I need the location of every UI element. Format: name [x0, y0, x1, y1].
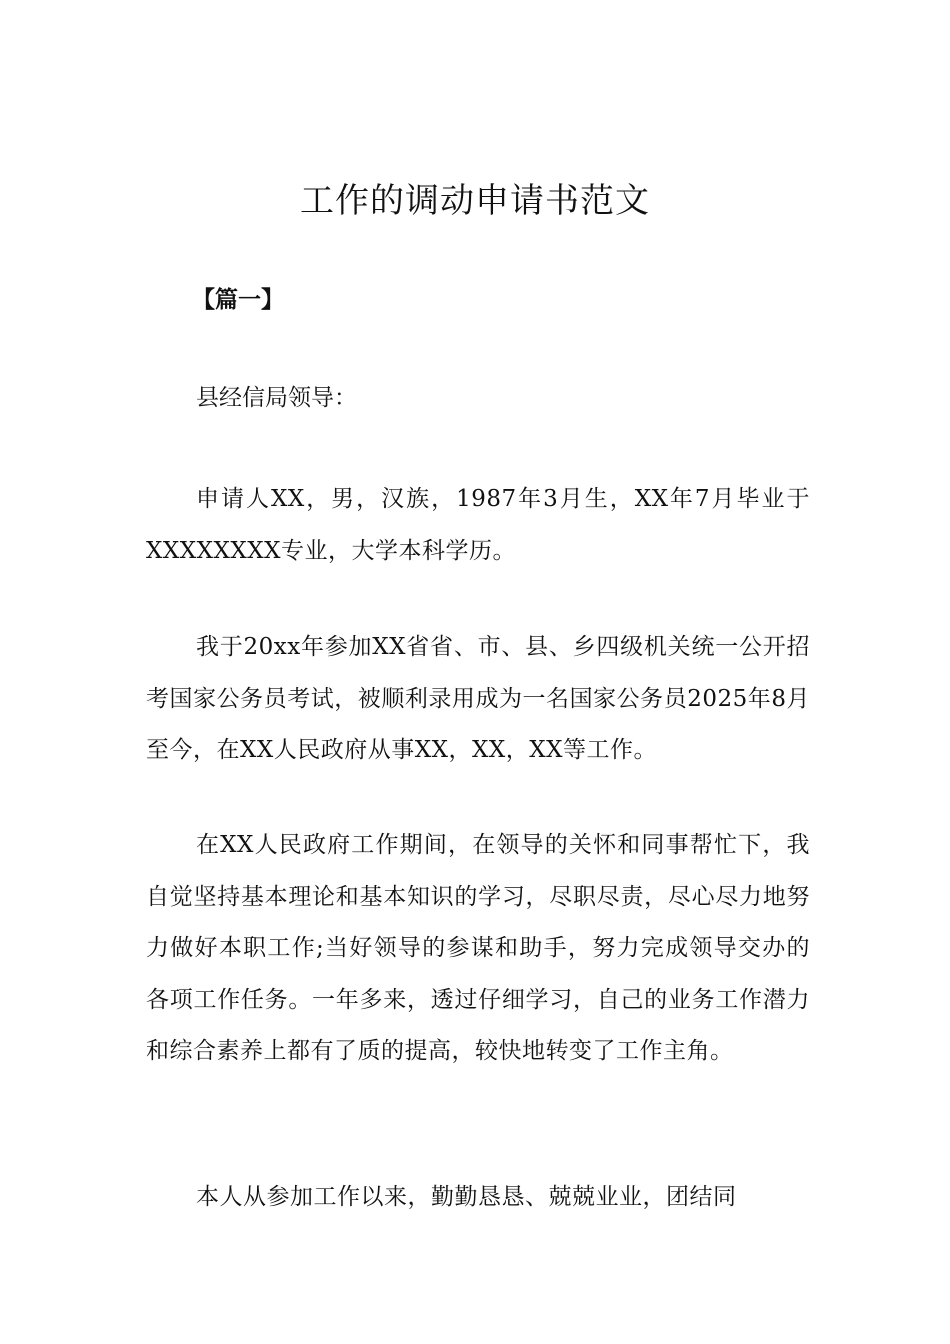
salutation: 县经信局领导： [196, 385, 357, 411]
section-heading: 【篇一】 [192, 287, 284, 313]
paragraph: 在XX人民政府工作期间，在领导的关怀和同事帮忙下，我自觉坚持基本理论和基本知识的学习，尽职尽责，尽心尽力地努力做好本职工作;当好领导的参谋和助手，努力完成领导交办的各项工作任务。一年多来，透过仔细学习，自己的业务工作潜力和综合素养上都有了质的提高，较快地转变了工作主角。 [146, 832, 810, 1064]
document-title: 工作的调动申请书范文 [300, 181, 650, 221]
paragraph: 我于20xx年参加XX省省、市、县、乡四级机关统一公开招考国家公务员考试，被顺利录用成为一名国家公务员2025年8月至今，在XX人民政府从事XX，XX，XX等工作。 [146, 634, 810, 763]
paragraph: 本人从参加工作以来，勤勤恳恳、兢兢业业，团结同 [196, 1184, 737, 1210]
paragraph: 申请人XX，男，汉族，1987年3月生，XX年7月毕业于XXXXXXXX专业，大学本科学历。 [146, 486, 810, 564]
